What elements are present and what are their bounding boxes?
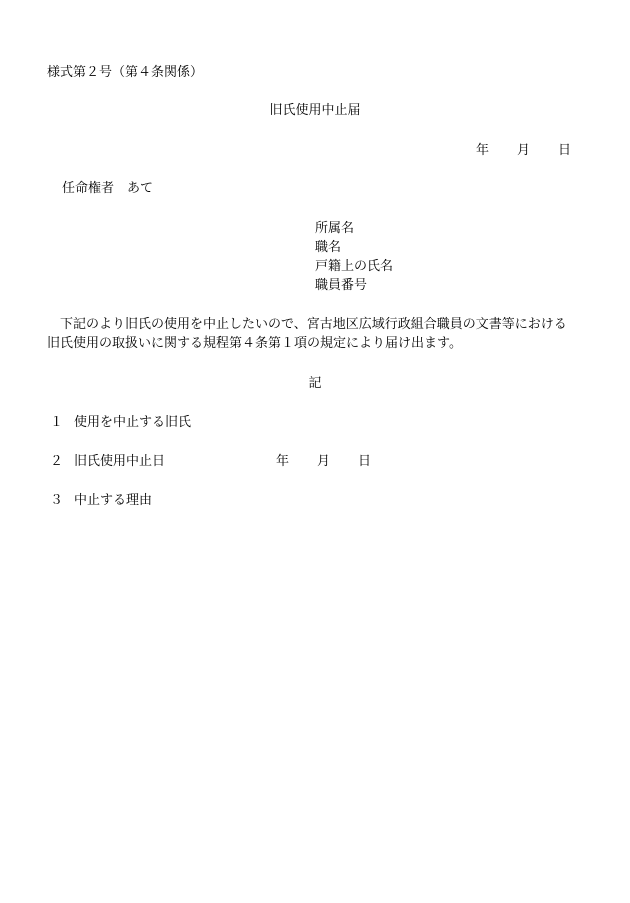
- document-title: 旧氏使用中止届: [269, 103, 361, 118]
- ki-heading: 記: [308, 376, 322, 391]
- item-reason: [50, 491, 152, 510]
- applicant-fields: [315, 219, 393, 295]
- item-label: 中止する理由: [74, 493, 153, 508]
- date-month: 月: [517, 143, 531, 158]
- stop-date-month: 月: [317, 454, 331, 469]
- item-number: ２: [50, 454, 64, 469]
- addressee: 任命権者 あて: [62, 181, 154, 196]
- field-employee-number: 職員番号: [315, 278, 368, 293]
- item-number: １: [50, 415, 64, 430]
- body-line-2: 旧氏使用の取扱いに関する規程第４条第１項の規定により届け出ます。: [47, 336, 462, 351]
- date-year: 年: [476, 143, 490, 158]
- item-number: ３: [50, 493, 64, 508]
- item-former-name: [50, 413, 191, 432]
- body-text: [47, 315, 587, 353]
- field-registered-name: 戸籍上の氏名: [315, 259, 394, 274]
- form-number: 様式第２号（第４条関係）: [47, 65, 204, 80]
- date-day: 日: [558, 143, 572, 158]
- stop-date-year: 年: [276, 454, 290, 469]
- submission-date: [476, 141, 571, 160]
- item-label: 使用を中止する旧氏: [74, 415, 192, 430]
- item-label: 旧氏使用中止日: [74, 454, 166, 469]
- item-stop-date: [50, 452, 165, 471]
- field-affiliation: 所属名: [315, 221, 355, 236]
- body-line-1: 下記のより旧氏の使用を中止したいので、宮古地区広域行政組合職員の文書等における: [60, 317, 567, 332]
- field-job-title: 職名: [315, 240, 342, 255]
- stop-date-blank: [276, 452, 371, 471]
- stop-date-day: 日: [358, 454, 372, 469]
